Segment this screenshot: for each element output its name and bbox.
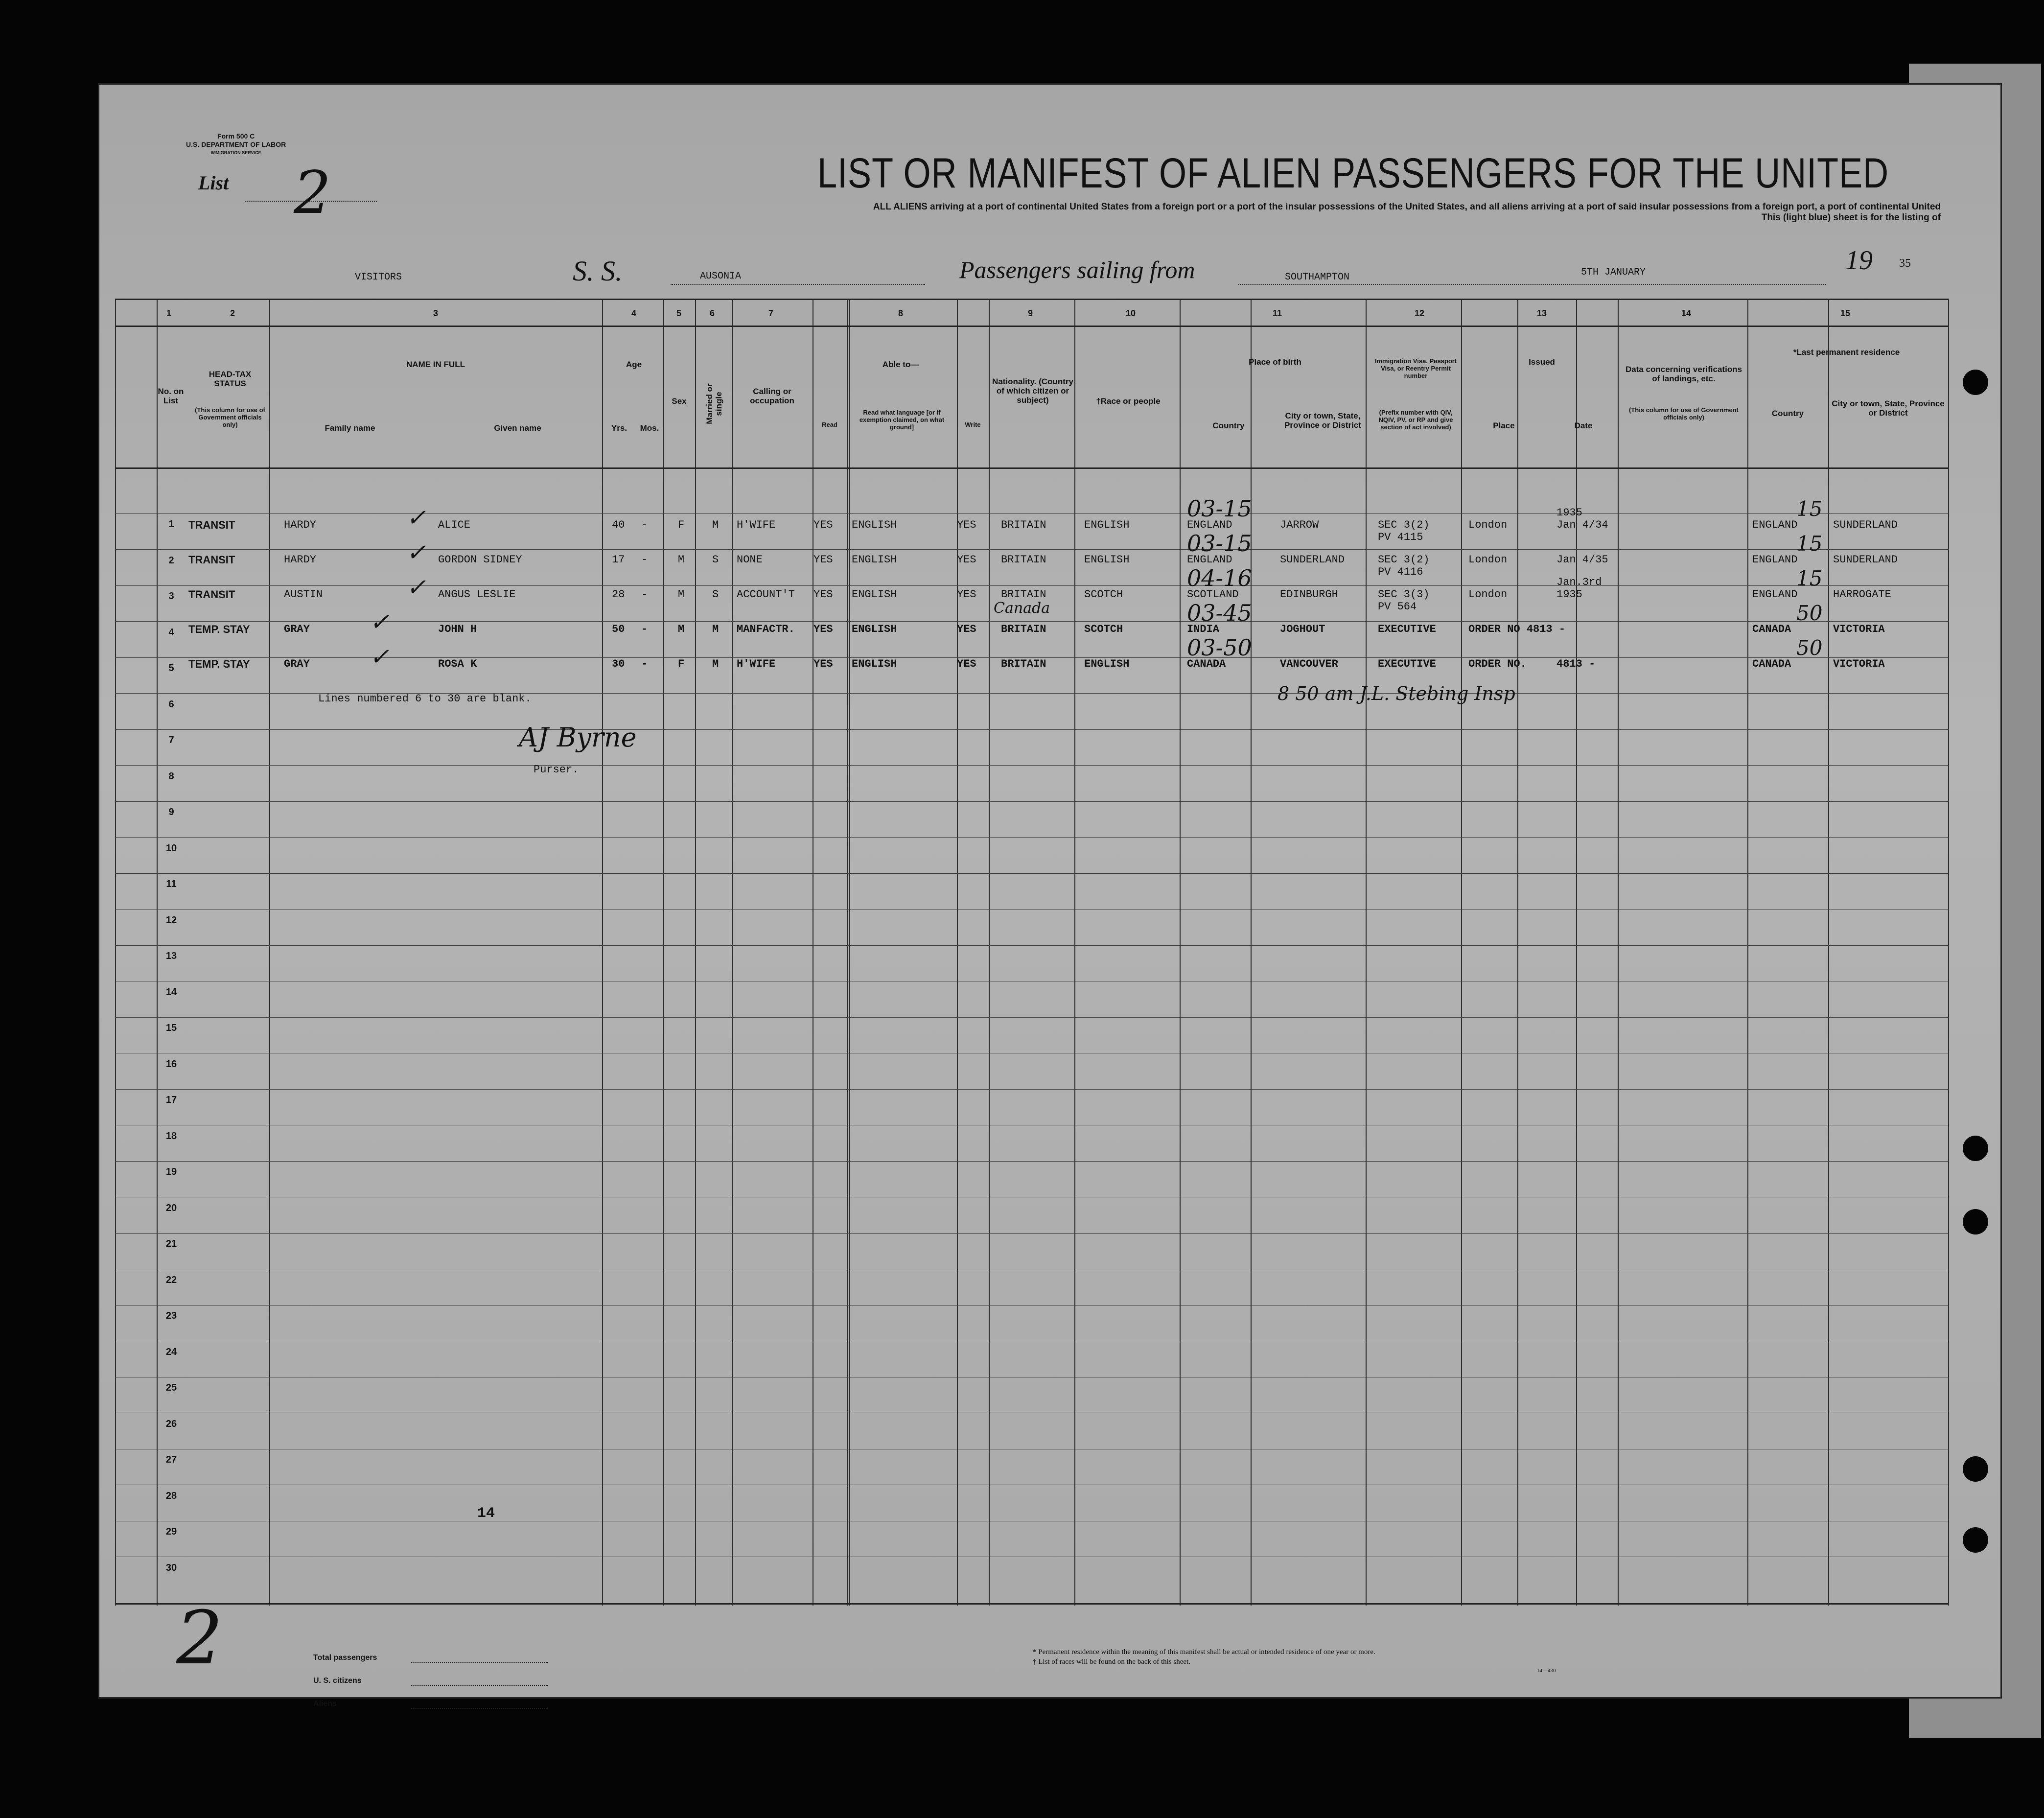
residence-country: CANADA	[1752, 658, 1791, 670]
sex: M	[678, 554, 685, 566]
issue-place: London	[1468, 554, 1508, 566]
row-number: 3	[168, 591, 174, 602]
handwritten-residence-code: 15	[1796, 532, 1823, 556]
row-number: 19	[165, 1166, 177, 1177]
residence-country: ENGLAND	[1752, 588, 1798, 601]
birth-country: ENGLAND	[1187, 519, 1232, 531]
page-title: LIST OR MANIFEST OF ALIEN PASSENGERS FOR THE UNITED	[817, 150, 1889, 197]
grid-column-line	[1576, 299, 1577, 1606]
column-number: 2	[230, 308, 235, 318]
sailing-date: 5TH JANUARY	[1581, 267, 1646, 278]
grid-column-line	[1747, 299, 1748, 1606]
head-tax-status: TEMP. STAY	[188, 623, 250, 635]
row-number: 29	[165, 1526, 177, 1537]
row-number: 15	[165, 1023, 177, 1033]
visa-section: EXECUTIVE	[1378, 658, 1436, 670]
race: SCOTCH	[1084, 623, 1123, 635]
row-number: 21	[165, 1238, 177, 1249]
header-data-verif-note: (This column for use of Government officials only)	[1629, 406, 1739, 421]
row-number: 16	[165, 1058, 177, 1070]
can-read: YES	[813, 554, 833, 566]
grid-row-line	[115, 873, 1948, 874]
given-name: ALICE	[438, 519, 471, 531]
grid-row-line	[115, 549, 1948, 550]
header-pob-country: Country	[1212, 421, 1245, 430]
canada-note: Canada	[994, 600, 1050, 617]
visa-section: SEC 3(2)	[1378, 519, 1430, 531]
age-years: 30	[612, 658, 625, 670]
visa-number: PV 4116	[1378, 566, 1423, 578]
residence-country: ENGLAND	[1752, 554, 1798, 566]
form-number	[186, 132, 286, 157]
binder-hole	[1963, 1136, 1988, 1161]
grid-column-line	[732, 299, 733, 1606]
grid-column-line	[847, 299, 848, 1606]
total-passengers-label: Total passengers	[313, 1654, 377, 1662]
total-passengers-line	[411, 1662, 548, 1663]
can-read: YES	[813, 588, 833, 601]
age-months: -	[641, 519, 648, 531]
issue-place: London	[1468, 519, 1508, 531]
header-sex: Sex	[672, 396, 687, 406]
age-years: 28	[612, 588, 625, 601]
age-years: 50	[612, 623, 625, 635]
grid-row-line	[115, 945, 1948, 946]
column-number: 1	[166, 308, 172, 318]
age-months: -	[641, 554, 648, 566]
check-mark-icon: ✓	[406, 504, 426, 532]
ss-label: S. S.	[573, 255, 623, 287]
occupation: MANFACTR.	[737, 623, 795, 635]
column-number: 4	[631, 308, 637, 318]
given-name: JOHN H	[438, 623, 477, 635]
handwritten-residence-code: 15	[1796, 497, 1823, 521]
issue-date: 1935	[1556, 588, 1582, 601]
row-number: 17	[165, 1095, 177, 1105]
family-name: HARDY	[284, 519, 317, 531]
binder-hole	[1963, 370, 1988, 395]
check-mark-icon: ✓	[406, 574, 426, 601]
column-number: 12	[1415, 308, 1425, 318]
row-number: 10	[165, 842, 177, 854]
list-label: List	[198, 172, 229, 194]
row-number: 2	[168, 555, 174, 566]
issue-place: ORDER NO.	[1468, 658, 1527, 670]
column-number: 3	[433, 308, 439, 318]
grid-bottom-line	[115, 1603, 1948, 1605]
us-citizens-label: U. S. citizens	[313, 1677, 362, 1685]
column-number: 7	[768, 308, 774, 318]
race: ENGLISH	[1084, 519, 1130, 531]
row-number: 13	[165, 951, 177, 961]
age-years: 17	[612, 554, 625, 566]
footnote-races: † List of races will be found on the back of this sheet.	[1033, 1658, 1191, 1666]
header-age: Age	[626, 360, 642, 369]
age-months: -	[641, 658, 648, 670]
grid-column-line	[663, 299, 664, 1606]
header-res-country: Country	[1771, 409, 1804, 418]
marital-status: M	[712, 519, 719, 531]
header-able-to: Able to—	[882, 360, 919, 369]
race: ENGLISH	[1084, 554, 1130, 566]
visa-section: SEC 3(3)	[1378, 588, 1430, 601]
column-number: 5	[676, 308, 682, 318]
header-issued: Issued	[1529, 357, 1555, 367]
grid-column-line	[1074, 299, 1075, 1606]
can-write: YES	[957, 519, 976, 531]
grid-row-line	[115, 765, 1948, 766]
header-calling: Calling or occupation	[750, 387, 794, 405]
inspector-note: 8 50 am J.L. Stebing Insp	[1278, 683, 1515, 704]
row-number: 6	[168, 699, 174, 710]
header-head-tax-note: (This column for use of Government officials only)	[195, 406, 265, 428]
header-issue-place: Place	[1493, 421, 1515, 430]
issue-date-extra: Jan.3rd	[1556, 576, 1602, 588]
column-number: 15	[1840, 308, 1851, 318]
race: ENGLISH	[1084, 658, 1130, 670]
grid-row-line	[115, 1017, 1948, 1018]
header-yrs: Yrs.	[611, 423, 627, 433]
can-write: YES	[957, 588, 976, 601]
residence-city: SUNDERLAND	[1833, 519, 1898, 531]
handwritten-code: 03-15	[1187, 530, 1252, 557]
header-visa-note: (Prefix number with QIV, NQIV, PV, or RP and give section of act involved)	[1378, 409, 1453, 431]
row-number: 1	[168, 519, 174, 530]
family-name: GRAY	[284, 658, 310, 670]
year-suffix: 35	[1899, 257, 1911, 270]
column-number: 14	[1681, 308, 1692, 318]
visa-section: SEC 3(2)	[1378, 554, 1430, 566]
binder-hole	[1963, 1527, 1988, 1553]
grid-column-line	[695, 299, 696, 1606]
header-head-tax: HEAD-TAX STATUS	[209, 370, 252, 388]
read-language: ENGLISH	[852, 623, 897, 635]
handwritten-code: 04-16	[1187, 565, 1252, 591]
row-number: 22	[165, 1274, 177, 1285]
read-language: ENGLISH	[852, 519, 897, 531]
read-language: ENGLISH	[852, 554, 897, 566]
birth-country: CANADA	[1187, 658, 1226, 670]
subtitle-line-2: This (light blue) sheet is for the listing of	[1761, 212, 1941, 223]
can-write: YES	[957, 554, 976, 566]
occupation: H'WIFE	[737, 658, 776, 670]
header-married: Married or single	[705, 383, 723, 424]
year-prefix: 19	[1845, 245, 1873, 276]
header-mos: Mos.	[640, 423, 659, 433]
handwritten-code: 03-50	[1187, 634, 1252, 661]
issue-date-extra: 1935	[1556, 507, 1582, 519]
ship-underline	[671, 284, 925, 285]
nationality: BRITAIN	[1001, 658, 1046, 670]
column-number: 10	[1126, 308, 1136, 318]
family-name: GRAY	[284, 623, 310, 635]
row-number: 26	[165, 1418, 177, 1429]
family-name: AUSTIN	[284, 588, 323, 601]
marital-status: S	[712, 588, 719, 601]
aliens-line	[411, 1708, 548, 1709]
row-number: 8	[168, 770, 174, 782]
header-issue-date: Date	[1574, 421, 1593, 430]
handwritten-residence-code: 15	[1796, 566, 1823, 590]
header-pob-city: City or town, State, Province or District	[1284, 411, 1361, 430]
row-number: 9	[168, 807, 174, 817]
residence-city: HARROGATE	[1833, 588, 1891, 601]
grid-row-line	[115, 513, 1948, 514]
head-tax-status: TRANSIT	[188, 588, 235, 601]
port-name: SOUTHAMPTON	[1285, 272, 1350, 283]
grid-column-line	[1618, 299, 1619, 1606]
header-no-on-list: No. on List	[158, 387, 184, 405]
age-months: -	[641, 588, 648, 601]
issue-place: ORDER NO 4813 -	[1468, 623, 1566, 635]
nationality: BRITAIN	[1001, 623, 1046, 635]
grid-column-line	[115, 299, 116, 1606]
row-number: 20	[165, 1202, 177, 1213]
grid-row-line	[115, 1233, 1948, 1234]
header-res-city: City or town, State, Province or District	[1832, 399, 1945, 418]
family-name: HARDY	[284, 554, 317, 566]
head-tax-status: TRANSIT	[188, 554, 235, 566]
row-number: 14	[165, 986, 177, 998]
handwritten-residence-code: 50	[1796, 601, 1823, 625]
grid-row-line	[115, 621, 1948, 622]
nationality: BRITAIN	[1001, 554, 1046, 566]
birth-city: EDINBURGH	[1280, 588, 1338, 601]
given-name: ROSA K	[438, 658, 477, 670]
header-place-of-birth: Place of birth	[1249, 357, 1301, 367]
birth-country: SCOTLAND	[1187, 588, 1239, 601]
grid-row-line	[115, 1089, 1948, 1090]
grid-header-bottom	[115, 467, 1948, 469]
read-language: ENGLISH	[852, 588, 897, 601]
residence-city: VICTORIA	[1833, 623, 1885, 635]
head-tax-status: TRANSIT	[188, 519, 235, 531]
birth-city: VANCOUVER	[1280, 658, 1338, 670]
grid-row-line	[115, 837, 1948, 838]
us-citizens-line	[411, 1685, 548, 1686]
header-family-name: Family name	[325, 423, 375, 433]
form-number-text: Form 500 C	[217, 132, 255, 140]
handwritten-code: 03-15	[1187, 495, 1252, 522]
birth-country: ENGLAND	[1187, 554, 1232, 566]
residence-country: CANADA	[1752, 623, 1791, 635]
header-given-name: Given name	[494, 423, 541, 433]
check-mark-icon: ✓	[370, 608, 390, 636]
passenger-class: VISITORS	[355, 272, 402, 283]
visa-section: EXECUTIVE	[1378, 623, 1436, 635]
form-department: U.S. DEPARTMENT OF LABOR	[186, 140, 286, 148]
header-write: Write	[965, 421, 981, 428]
margin-number: 2	[176, 1596, 223, 1681]
grid-header-line	[115, 326, 1948, 327]
read-language: ENGLISH	[852, 658, 897, 670]
header-read: Read	[822, 421, 837, 428]
age-months: -	[641, 623, 648, 635]
count-note: 14	[477, 1505, 495, 1522]
grid-column-line	[269, 299, 270, 1606]
binder-hole	[1963, 1209, 1988, 1235]
marital-status: M	[712, 623, 719, 635]
row-number: 30	[165, 1562, 177, 1573]
visa-number: PV 4115	[1378, 531, 1423, 543]
grid-column-line	[1517, 299, 1518, 1606]
can-read: YES	[813, 519, 833, 531]
purser-label: Purser.	[534, 764, 579, 776]
issue-date: Jan 4/34	[1556, 519, 1608, 531]
grid-column-line	[1948, 299, 1949, 1606]
blank-lines-note: Lines numbered 6 to 30 are blank.	[318, 693, 532, 705]
column-number: 6	[710, 308, 715, 318]
column-number: 9	[1028, 308, 1033, 318]
binder-hole	[1963, 1456, 1988, 1482]
grid-column-line	[849, 299, 850, 1606]
nationality: BRITAIN	[1001, 588, 1046, 601]
sex: F	[678, 519, 685, 531]
row-number: 23	[165, 1310, 177, 1321]
grid-header-line	[115, 299, 1948, 300]
row-number: 5	[168, 663, 174, 674]
grid-column-line	[602, 299, 603, 1606]
list-underline	[245, 201, 377, 202]
ship-name: AUSONIA	[700, 271, 742, 282]
visa-number: PV 564	[1378, 601, 1417, 613]
row-number: 7	[168, 735, 174, 746]
sex: F	[678, 658, 685, 670]
birth-city: SUNDERLAND	[1280, 554, 1345, 566]
sex: M	[678, 623, 685, 635]
race: SCOTCH	[1084, 588, 1123, 601]
grid-row-line	[115, 801, 1948, 802]
row-number: 4	[168, 627, 174, 638]
residence-city: VICTORIA	[1833, 658, 1885, 670]
header-race: †Race or people	[1096, 396, 1161, 406]
grid-row-line	[115, 1161, 1948, 1162]
check-mark-icon: ✓	[406, 539, 426, 566]
row-number: 11	[166, 879, 177, 889]
grid-column-line	[1828, 299, 1829, 1606]
handwritten-code: 03-45	[1187, 600, 1252, 626]
given-name: ANGUS LESLIE	[438, 588, 516, 601]
occupation: ACCOUNT'T	[737, 588, 795, 601]
handwritten-residence-code: 50	[1796, 636, 1823, 660]
nationality: BRITAIN	[1001, 519, 1046, 531]
head-tax-status: TEMP. STAY	[188, 658, 250, 670]
birth-city: JARROW	[1280, 519, 1319, 531]
grid-column-line	[1366, 299, 1367, 1606]
marital-status: S	[712, 554, 719, 566]
residence-country: ENGLAND	[1752, 519, 1798, 531]
column-number: 13	[1537, 308, 1547, 318]
grid-row-line	[115, 729, 1948, 730]
given-name: GORDON SIDNEY	[438, 554, 522, 566]
grid-row-line	[115, 585, 1948, 586]
issue-date: 4813 -	[1556, 658, 1596, 670]
sex: M	[678, 588, 685, 601]
purser-signature: AJ Byrne	[519, 722, 637, 753]
header-name-in-full: NAME IN FULL	[406, 360, 465, 369]
age-years: 40	[612, 519, 625, 531]
row-number: 24	[165, 1346, 177, 1357]
occupation: H'WIFE	[737, 519, 776, 531]
row-number: 25	[165, 1382, 177, 1393]
print-code: 14—430	[1537, 1668, 1556, 1674]
footnote-residence: * Permanent residence within the meaning of this manifest shall be actual or intended residence of one year or more.	[1033, 1648, 1375, 1656]
header-data-verif: Data concerning verifications of landings, etc.	[1625, 365, 1742, 383]
check-mark-icon: ✓	[370, 643, 390, 671]
row-number: 18	[165, 1130, 177, 1142]
row-number: 28	[165, 1490, 177, 1501]
subtitle	[465, 202, 1941, 223]
column-number: 11	[1273, 308, 1282, 318]
can-read: YES	[813, 658, 833, 670]
birth-country: INDIA	[1187, 623, 1220, 635]
grid-column-line	[1180, 299, 1181, 1606]
header-last-res: *Last permanent residence	[1793, 348, 1900, 357]
grid-column-line	[989, 299, 990, 1606]
header-read-language: Read what language [or if exemption claimed, on what ground]	[859, 409, 945, 431]
aliens-label: Aliens	[313, 1700, 337, 1708]
port-underline	[1238, 284, 1826, 285]
issue-date: Jan 4/35	[1556, 554, 1608, 566]
can-read: YES	[813, 623, 833, 635]
form-service: IMMIGRATION SERVICE	[210, 150, 261, 155]
sailing-label: Passengers sailing from	[959, 256, 1195, 283]
grid-column-line	[957, 299, 958, 1606]
list-number: 2	[294, 159, 331, 227]
birth-city: JOGHOUT	[1280, 623, 1325, 635]
can-write: YES	[957, 623, 976, 635]
header-visa: Immigration Visa, Passport Visa, or Reentry Permit number	[1374, 357, 1457, 379]
column-number: 8	[898, 308, 904, 318]
manifest-grid	[115, 299, 1948, 1606]
grid-column-line	[1251, 299, 1252, 1606]
residence-city: SUNDERLAND	[1833, 554, 1898, 566]
subtitle-line-1: ALL ALIENS arriving at a port of continental United States from a foreign port or a port of the insular possessions of the United States, and all aliens arriving at a port of said insular possessions from a foreign port, a port of continental United	[873, 202, 1941, 212]
grid-column-line	[1461, 299, 1462, 1606]
marital-status: M	[712, 658, 719, 670]
issue-place: London	[1468, 588, 1508, 601]
occupation: NONE	[737, 554, 763, 566]
row-number: 12	[165, 914, 177, 926]
can-write: YES	[957, 658, 976, 670]
header-nationality: Nationality. (Country of which citizen or subject)	[992, 377, 1073, 405]
row-number: 27	[165, 1454, 177, 1465]
